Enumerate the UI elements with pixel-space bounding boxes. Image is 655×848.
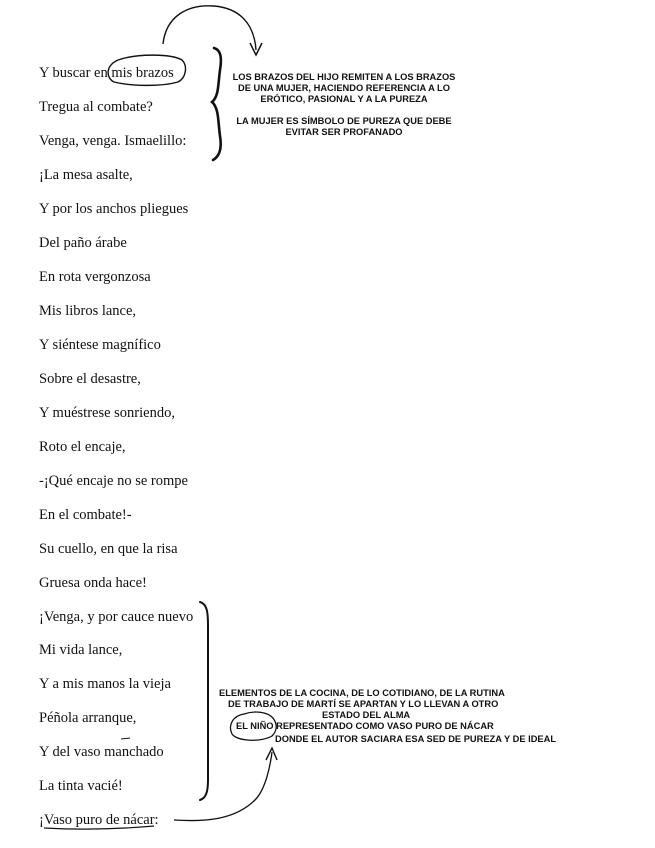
poem-line-4: ¡La mesa asalte, — [39, 167, 133, 183]
poem-line-13: -¡Qué encaje no se rompe — [39, 473, 188, 489]
poem-line-17: ¡Venga, y por cauce nuevo — [39, 609, 194, 625]
bottom-note-line-1: ELEMENTOS DE LA COCINA, DE LO COTIDIANO, DE LA RUTINA — [219, 688, 505, 698]
bottom-arrow-head — [266, 748, 277, 760]
top-arrow-head — [250, 43, 262, 55]
poem-line-23: ¡Vaso puro de nácar: — [39, 812, 159, 828]
bottom-note-line-2: DE TRABAJO DE MARTÍ SE APARTAN Y LO LLEVAN A OTRO — [228, 699, 499, 709]
poem-line-11: Y muéstrese sonriendo, — [39, 405, 175, 421]
bottom-note-line-5: DONDE EL AUTOR SACIARA ESA SED DE PUREZA Y DE IDEAL — [275, 734, 557, 744]
bottom-arrow-curve — [174, 752, 272, 821]
poem-line-20: Péñola arranque, — [39, 710, 137, 726]
poem-line-5: Y por los anchos pliegues — [39, 201, 189, 217]
top-note-line-2: DE UNA MUJER, HACIENDO REFERENCIA A LO — [238, 83, 450, 93]
poem-line-15: Su cuello, en que la risa — [39, 541, 178, 557]
bottom-bracket — [200, 602, 208, 800]
top-note-line-4: LA MUJER ES SÍMBOLO DE PUREZA QUE DEBE — [236, 116, 452, 126]
poem-line-8: Mis libros lance, — [39, 303, 137, 319]
poem-line-7: En rota vergonzosa — [39, 269, 151, 285]
top-note-line-5: EVITAR SER PROFANADO — [285, 127, 403, 137]
poem-line-9: Y siéntese magnífico — [39, 337, 161, 353]
poem-line-16: Gruesa onda hace! — [39, 575, 147, 591]
poem-line-10: Sobre el desastre, — [39, 371, 141, 387]
poem-line-22: La tinta vacié! — [39, 778, 123, 794]
small-dash-mark — [121, 738, 130, 739]
bottom-note-line-3: ESTADO DEL ALMA — [322, 710, 411, 720]
poem-line-1: Y buscar en mis brazos — [39, 65, 174, 81]
poem-line-14: En el combate!- — [39, 507, 132, 523]
poem-line-18: Mi vida lance, — [39, 642, 123, 658]
poem-line-21: Y del vaso manchado — [39, 744, 164, 760]
bottom-note-line-4: EL NIÑO REPRESENTADO COMO VASO PURO DE NÁCAR — [236, 721, 494, 731]
top-note-line-3: ERÓTICO, PASIONAL Y A LA PUREZA — [260, 94, 428, 104]
poem-line-2: Tregua al combate? — [39, 99, 153, 115]
poem-line-19: Y a mis manos la vieja — [39, 676, 171, 692]
poem-line-6: Del paño árabe — [39, 235, 127, 251]
poem-line-12: Roto el encaje, — [39, 439, 126, 455]
top-note-line-1: LOS BRAZOS DEL HIJO REMITEN A LOS BRAZOS — [232, 72, 456, 82]
poem-line-3: Venga, venga. Ismaelillo: — [39, 133, 187, 149]
top-arrow-curve — [163, 6, 256, 50]
top-curly-brace — [212, 48, 221, 160]
